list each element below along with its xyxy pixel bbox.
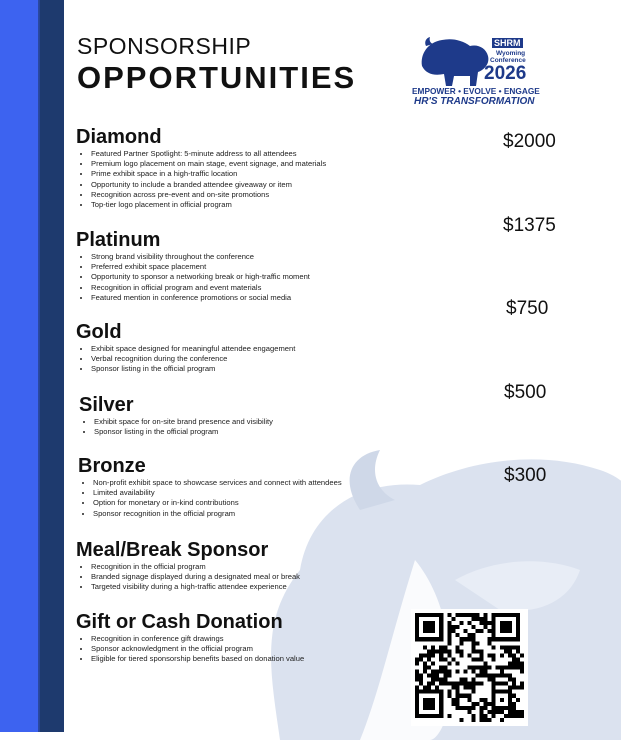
logo-tagline-2: HR'S TRANSFORMATION	[414, 96, 535, 107]
logo-tagline-1: EMPOWER • EVOLVE • ENGAGE	[412, 86, 540, 96]
logo-year: 2026	[484, 63, 527, 84]
price-diamond: $2000	[503, 131, 556, 152]
tier-name: Gift or Cash Donation	[76, 611, 283, 633]
list-item: • Eligible for tiered sponsorship benefits based on donation value	[91, 654, 304, 664]
list-item: • Recognition across pre-event and on-site promotions	[91, 190, 326, 200]
list-item: • Limited availability	[93, 488, 342, 498]
list-item: • Recognition in conference gift drawings	[91, 634, 304, 644]
title-line-1: SPONSORSHIP	[77, 33, 252, 59]
list-item: • Opportunity to sponsor a networking break or high-traffic moment	[91, 272, 310, 282]
list-item: • Top-tier logo placement in official program	[91, 200, 326, 210]
tier-name: Platinum	[76, 229, 161, 251]
list-item: • Recognition in official program and event materials	[91, 283, 310, 293]
list-item: • Branded signage displayed during a designated meal or break	[91, 572, 300, 582]
logo-event-line2: Conference	[490, 57, 526, 64]
list-item: • Premium logo placement on main stage, event signage, and materials	[91, 159, 326, 169]
list-item: • Sponsor listing in the official program	[94, 427, 273, 437]
tier-name: Bronze	[78, 455, 146, 477]
tier-gift-donation	[76, 611, 304, 665]
tier-name: Meal/Break Sponsor	[76, 539, 269, 561]
list-item: • Option for monetary or in-kind contributions	[93, 498, 342, 508]
list-item: • Non-profit exhibit space to showcase services and connect with attendees	[93, 478, 342, 488]
logo-brand: SHRM	[494, 38, 521, 48]
price-bronze: $300	[504, 465, 547, 486]
list-item: • Sponsor listing in the official program	[91, 364, 295, 374]
tier-platinum	[76, 229, 310, 303]
tier-name: Gold	[76, 321, 122, 343]
price-silver: $500	[504, 382, 547, 403]
tier-meal-break	[76, 539, 300, 593]
list-item: • Exhibit space for on-site brand presence and visibility	[94, 417, 273, 427]
list-item: • Recognition in the official program	[91, 562, 300, 572]
logo-event-line1: Wyoming	[496, 50, 526, 57]
benefit-list	[76, 344, 295, 375]
tier-silver	[79, 394, 273, 437]
qr-code[interactable]	[411, 609, 528, 726]
left-accent-stripe	[0, 0, 40, 732]
list-item: • Targeted visibility during a high-traffic attendee experience	[91, 582, 300, 592]
list-item: • Opportunity to include a branded attendee giveaway or item	[91, 180, 326, 190]
tier-name: Silver	[79, 394, 134, 416]
benefit-list	[79, 417, 273, 437]
price-gold: $750	[506, 298, 549, 319]
list-item: • Featured Partner Spotlight: 5-minute address to all attendees	[91, 149, 326, 159]
conference-logo	[412, 36, 542, 110]
tier-bronze	[78, 455, 342, 519]
price-platinum: $1375	[503, 215, 556, 236]
left-navy-stripe	[40, 0, 64, 732]
list-item: • Verbal recognition during the conference	[91, 354, 295, 364]
tier-gold	[76, 321, 295, 375]
list-item: • Featured mention in conference promotions or social media	[91, 293, 310, 303]
list-item: • Sponsor acknowledgment in the official program	[91, 644, 304, 654]
list-item: • Prime exhibit space in a high-traffic location	[91, 169, 326, 179]
tier-name: Diamond	[76, 126, 162, 148]
benefit-list	[78, 478, 342, 519]
benefit-list	[76, 149, 326, 210]
list-item: • Strong brand visibility throughout the conference	[91, 252, 310, 262]
list-item: • Sponsor recognition in the official program	[93, 509, 342, 519]
benefit-list	[76, 252, 310, 303]
tier-diamond	[76, 126, 326, 210]
benefit-list	[76, 634, 304, 665]
list-item: • Preferred exhibit space placement	[91, 262, 310, 272]
qr-code-icon	[411, 609, 528, 726]
title-line-2: OPPORTUNITIES	[77, 60, 357, 95]
benefit-list	[76, 562, 300, 593]
list-item: • Exhibit space designed for meaningful attendee engagement	[91, 344, 295, 354]
